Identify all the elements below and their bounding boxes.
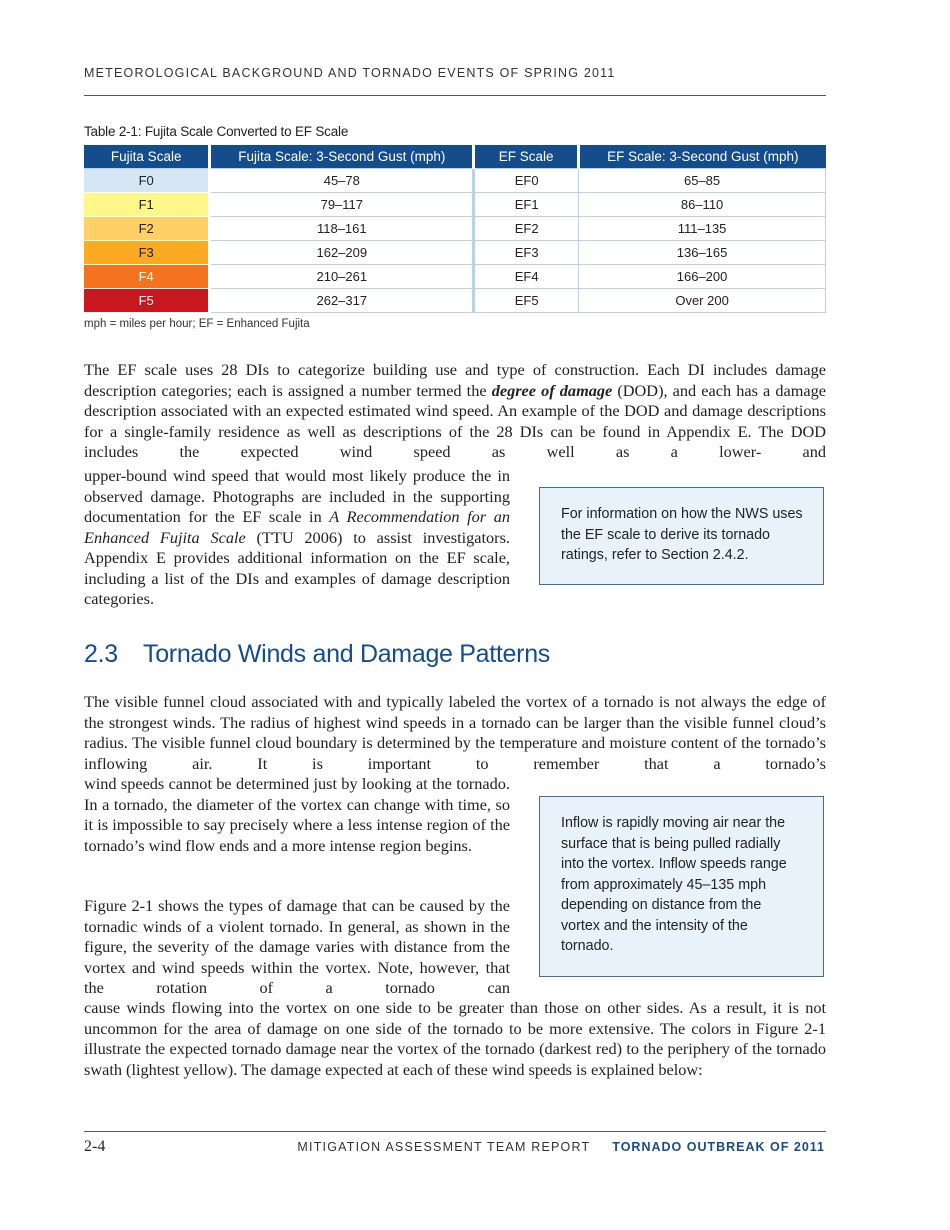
ef-gust-cell: 65–85: [579, 169, 826, 193]
header-rule: [84, 95, 826, 96]
ef-scale-cell: EF5: [474, 289, 579, 313]
fujita-scale-cell: F3: [84, 241, 210, 265]
ef-scale-cell: EF2: [474, 217, 579, 241]
fujita-gust-cell: 45–78: [210, 169, 474, 193]
paragraph-figure-2-1: Figure 2-1 shows the types of damage that can be caused by the tornadic winds of a violent tornado. In general, as shown in the figure, the severity of the damage varies with distance from the vortex and wind speeds within the vortex. Note, however, that the rotation of a tornado can: [84, 896, 510, 997]
report-brand: TORNADO OUTBREAK OF 2011: [612, 1140, 825, 1154]
paragraph-ef-scale-intro: [84, 360, 826, 463]
sidebar-nws-ef-info: For information on how the NWS uses the EF scale to derive its tornado ratings, refer to Section 2.4.2.: [539, 487, 824, 585]
footer-rule: [84, 1131, 826, 1132]
column-header: Fujita Scale: 3-Second Gust (mph): [210, 145, 474, 169]
ef-gust-cell: 166–200: [579, 265, 826, 289]
reference-title: A Recommendation for an Enhanced Fujita Scale: [84, 507, 510, 547]
table-row: [84, 217, 826, 241]
table-note: mph = miles per hour; EF = Enhanced Fujita: [84, 318, 310, 330]
column-header: EF Scale: 3-Second Gust (mph): [579, 145, 826, 169]
table-row: [84, 289, 826, 313]
report-label: MITIGATION ASSESSMENT TEAM REPORT: [297, 1140, 591, 1154]
ef-scale-cell: EF0: [474, 169, 579, 193]
fujita-scale-cell: F5: [84, 289, 210, 313]
ef-scale-cell: EF3: [474, 241, 579, 265]
running-header: METEOROLOGICAL BACKGROUND AND TORNADO EVENTS OF SPRING 2011: [84, 66, 616, 80]
table-header-row: [84, 145, 826, 169]
table-row: [84, 169, 826, 193]
paragraph-text: The EF scale uses 28 DIs to categorize building use and type of construction. Each DI includes damage description categories; each is assigned a number termed the: [84, 360, 826, 400]
paragraph-damage-colors: cause winds flowing into the vortex on one side to be greater than those on other sides. As a result, it is not uncommon for the area of damage on one side of the tornado to be more extensive. The colors in Figure 2-1 illustrate the expected tornado damage near the vortex of the tornado (darkest red) to the periphery of the tornado swath (lightest yellow). The damage expected at each of these wind speeds is explained below:: [84, 998, 826, 1079]
paragraph-ef-scale-continued: [84, 466, 510, 610]
fujita-ef-table: [84, 145, 826, 313]
column-header: EF Scale: [474, 145, 579, 169]
ef-scale-cell: EF4: [474, 265, 579, 289]
paragraph-text: (TTU 2006) to assist investigators. Appendix E provides additional information on the EF scale, including a list of the DIs and examples of damage description categories.: [84, 527, 510, 608]
ef-gust-cell: Over 200: [579, 289, 826, 313]
fujita-gust-cell: 162–209: [210, 241, 474, 265]
table-row: [84, 193, 826, 217]
term-degree-of-damage: degree of damage: [491, 380, 613, 400]
table-row: [84, 241, 826, 265]
ef-scale-cell: EF1: [474, 193, 579, 217]
section-title: Tornado Winds and Damage Patterns: [143, 640, 550, 668]
page-number: 2-4: [84, 1138, 106, 1155]
ef-gust-cell: 86–110: [579, 193, 826, 217]
column-header: Fujita Scale: [84, 145, 210, 169]
paragraph-text: (DOD), and each has a damage description associated with an expected estimated wind speed. An example of the DOD and damage descriptions for a single-family residence as well as descriptions of the 28 DIs can be found in Appendix E. The DOD includes the expected wind speed as well as a lower- and: [84, 380, 827, 461]
fujita-gust-cell: 118–161: [210, 217, 474, 241]
table-caption: Table 2-1: Fujita Scale Converted to EF Scale: [84, 124, 349, 139]
section-heading: [84, 640, 550, 669]
ef-gust-cell: 136–165: [579, 241, 826, 265]
sidebar-inflow-info: Inflow is rapidly moving air near the surface that is being pulled radially into the vortex. Inflow speeds range from approximately 45–135 mph depending on distance from the vortex and the intensity of the tornado.: [539, 796, 824, 977]
ef-gust-cell: 111–135: [579, 217, 826, 241]
fujita-scale-cell: F4: [84, 265, 210, 289]
fujita-gust-cell: 262–317: [210, 289, 474, 313]
paragraph-text: upper-bound wind speed that would most likely produce the in observed damage. Photographs are included in the supporting documentation for the EF scale in: [84, 466, 510, 526]
section-number: 2.3: [84, 640, 118, 668]
fujita-gust-cell: 79–117: [210, 193, 474, 217]
footer-title: [297, 1140, 825, 1154]
fujita-scale-cell: F0: [84, 169, 210, 193]
paragraph-funnel-cloud: The visible funnel cloud associated with and typically labeled the vortex of a tornado is not always the edge of the strongest winds. The radius of highest wind speeds in a tornado can be larger than the visible funnel cloud’s radius. The visible funnel cloud boundary is determined by the temperature and moisture content of the tornado’s inflowing air. It is important to remember that a tornado’s: [84, 692, 826, 773]
paragraph-wind-speeds: wind speeds cannot be determined just by looking at the tornado. In a tornado, the diameter of the vortex can change with time, so it is impossible to say precisely where a less intense region of the tornado’s wind flow ends and a more intense region begins.: [84, 774, 510, 855]
fujita-gust-cell: 210–261: [210, 265, 474, 289]
table-row: [84, 265, 826, 289]
fujita-scale-cell: F2: [84, 217, 210, 241]
fujita-scale-cell: F1: [84, 193, 210, 217]
